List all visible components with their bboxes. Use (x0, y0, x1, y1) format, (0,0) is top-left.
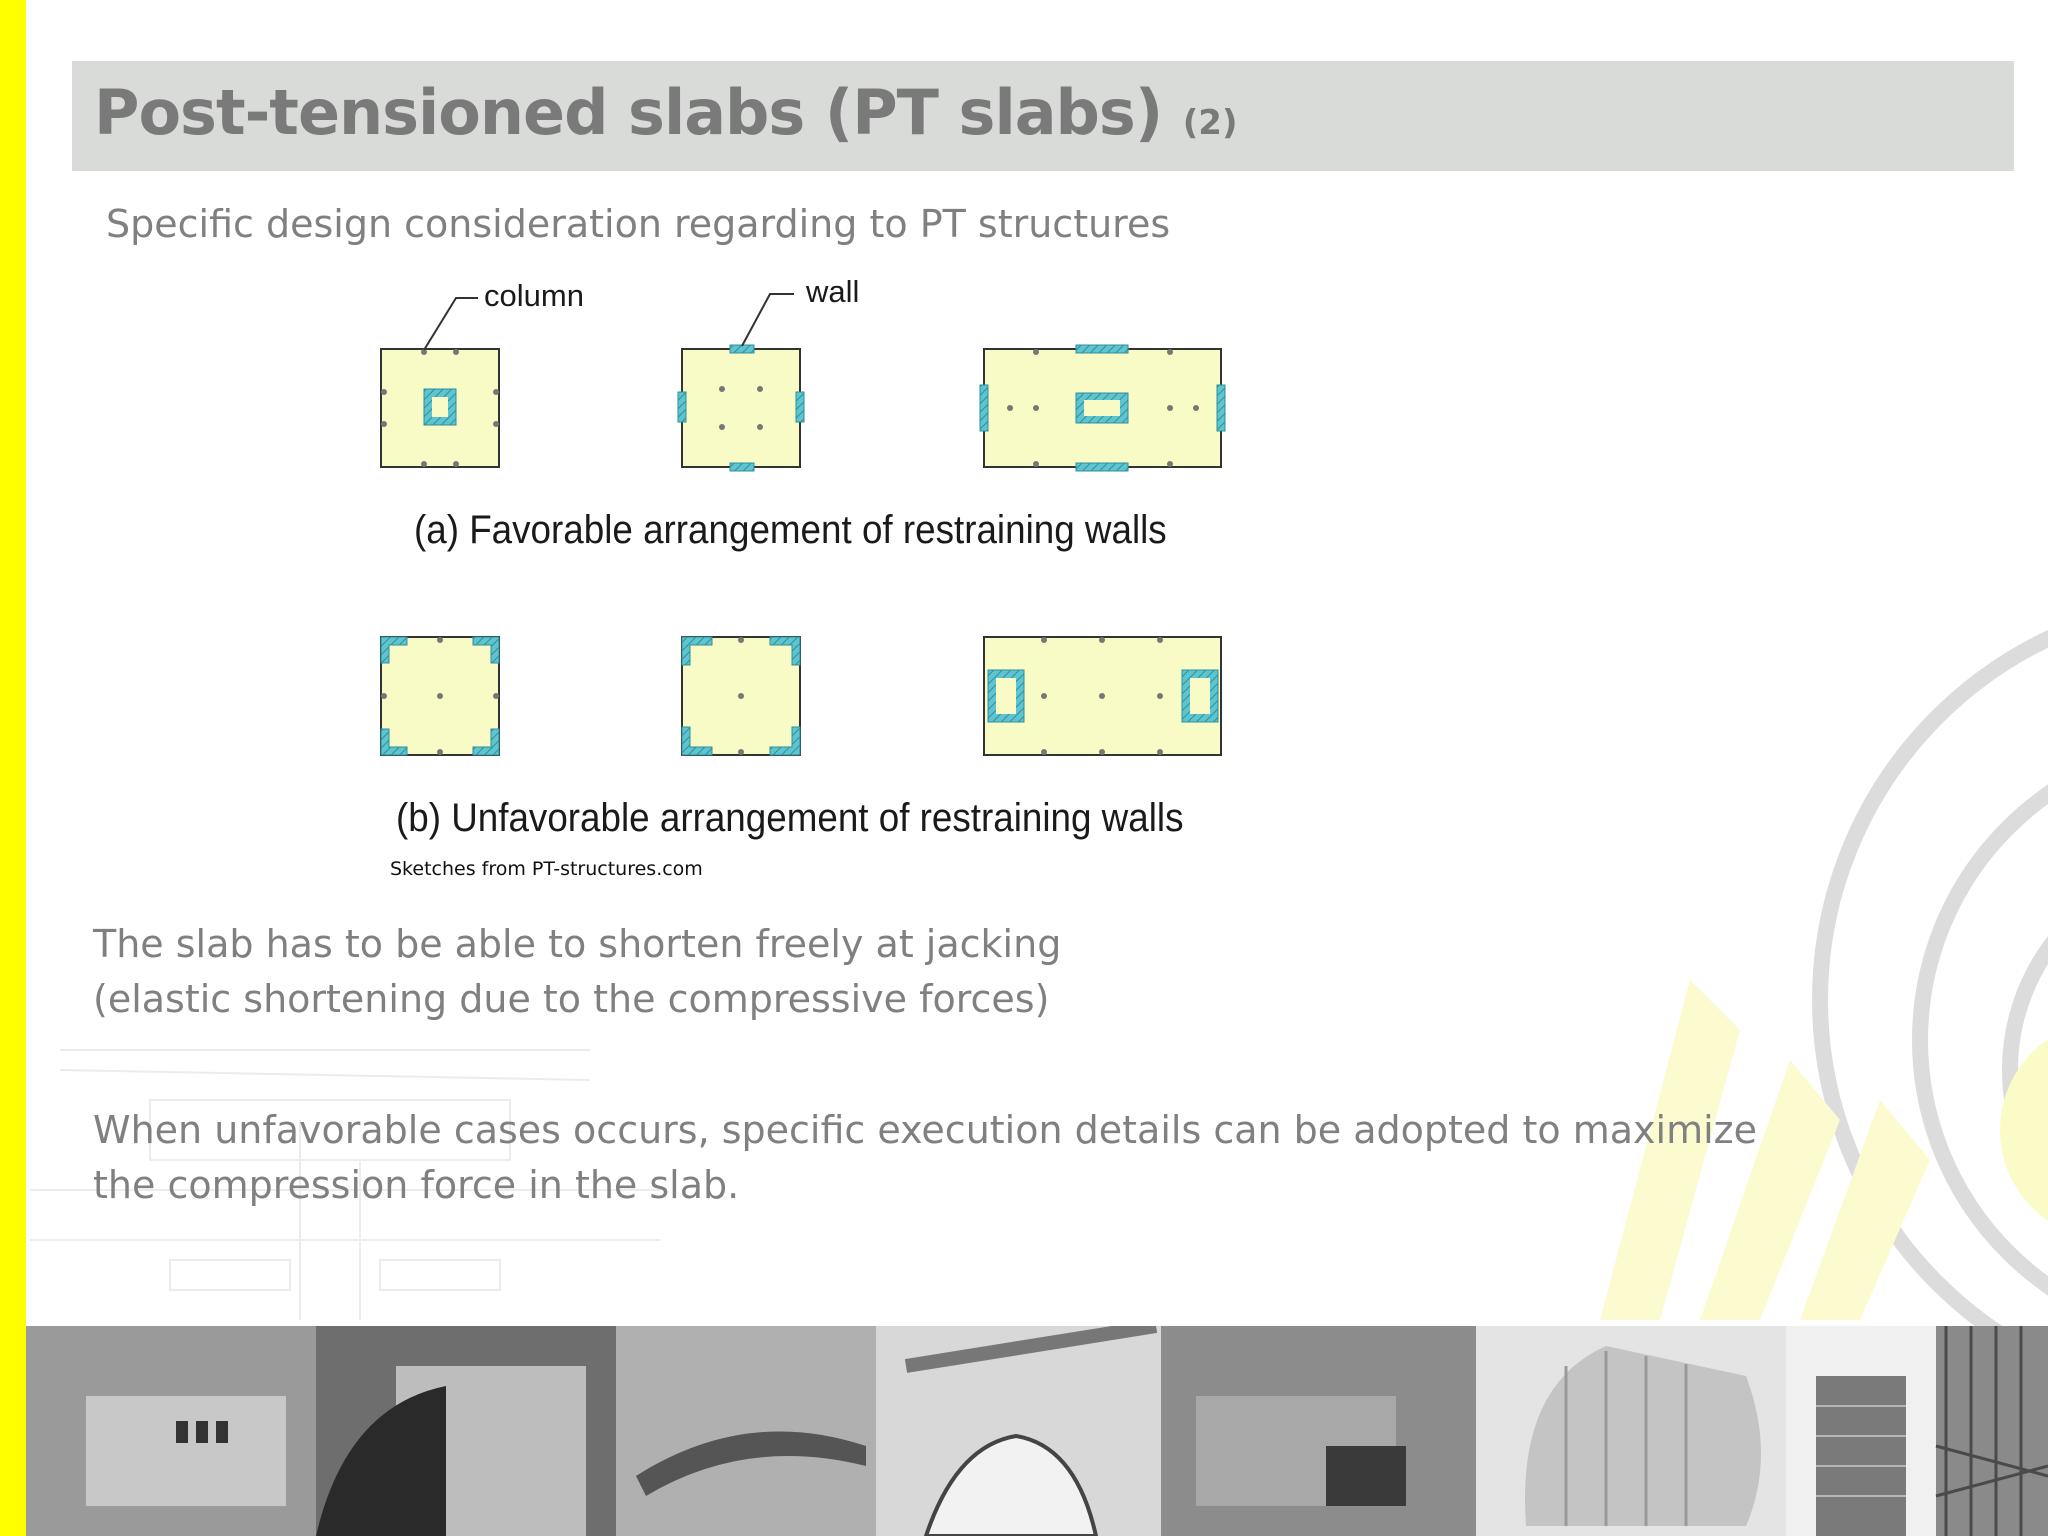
body-line: The slab has to be able to shorten freely at jacking (93, 922, 1062, 966)
building-photos-strip (26, 1326, 2048, 1536)
body-line: (elastic shortening due to the compressive forces) (93, 977, 1050, 1021)
title-text: Post-tensioned slabs (PT slabs) (94, 76, 1163, 149)
section-subtitle: Specific design consideration regarding to PT structures (106, 202, 1171, 246)
title-suffix: (2) (1182, 103, 1238, 143)
caption-favorable: (a) Favorable arrangement of restraining walls (414, 508, 1167, 552)
wall-label: wall (806, 274, 860, 309)
figure-credit: Sketches from PT-structures.com (390, 858, 703, 880)
body-paragraph-1 (93, 917, 1193, 1027)
body-paragraph-2: When unfavorable cases occurs, specific execution details can be adopted to maximize the compression force in the slab. (93, 1108, 1757, 1207)
page-title (94, 76, 1238, 149)
caption-unfavorable: (b) Unfavorable arrangement of restraining walls (396, 796, 1184, 840)
column-label: column (484, 278, 584, 313)
